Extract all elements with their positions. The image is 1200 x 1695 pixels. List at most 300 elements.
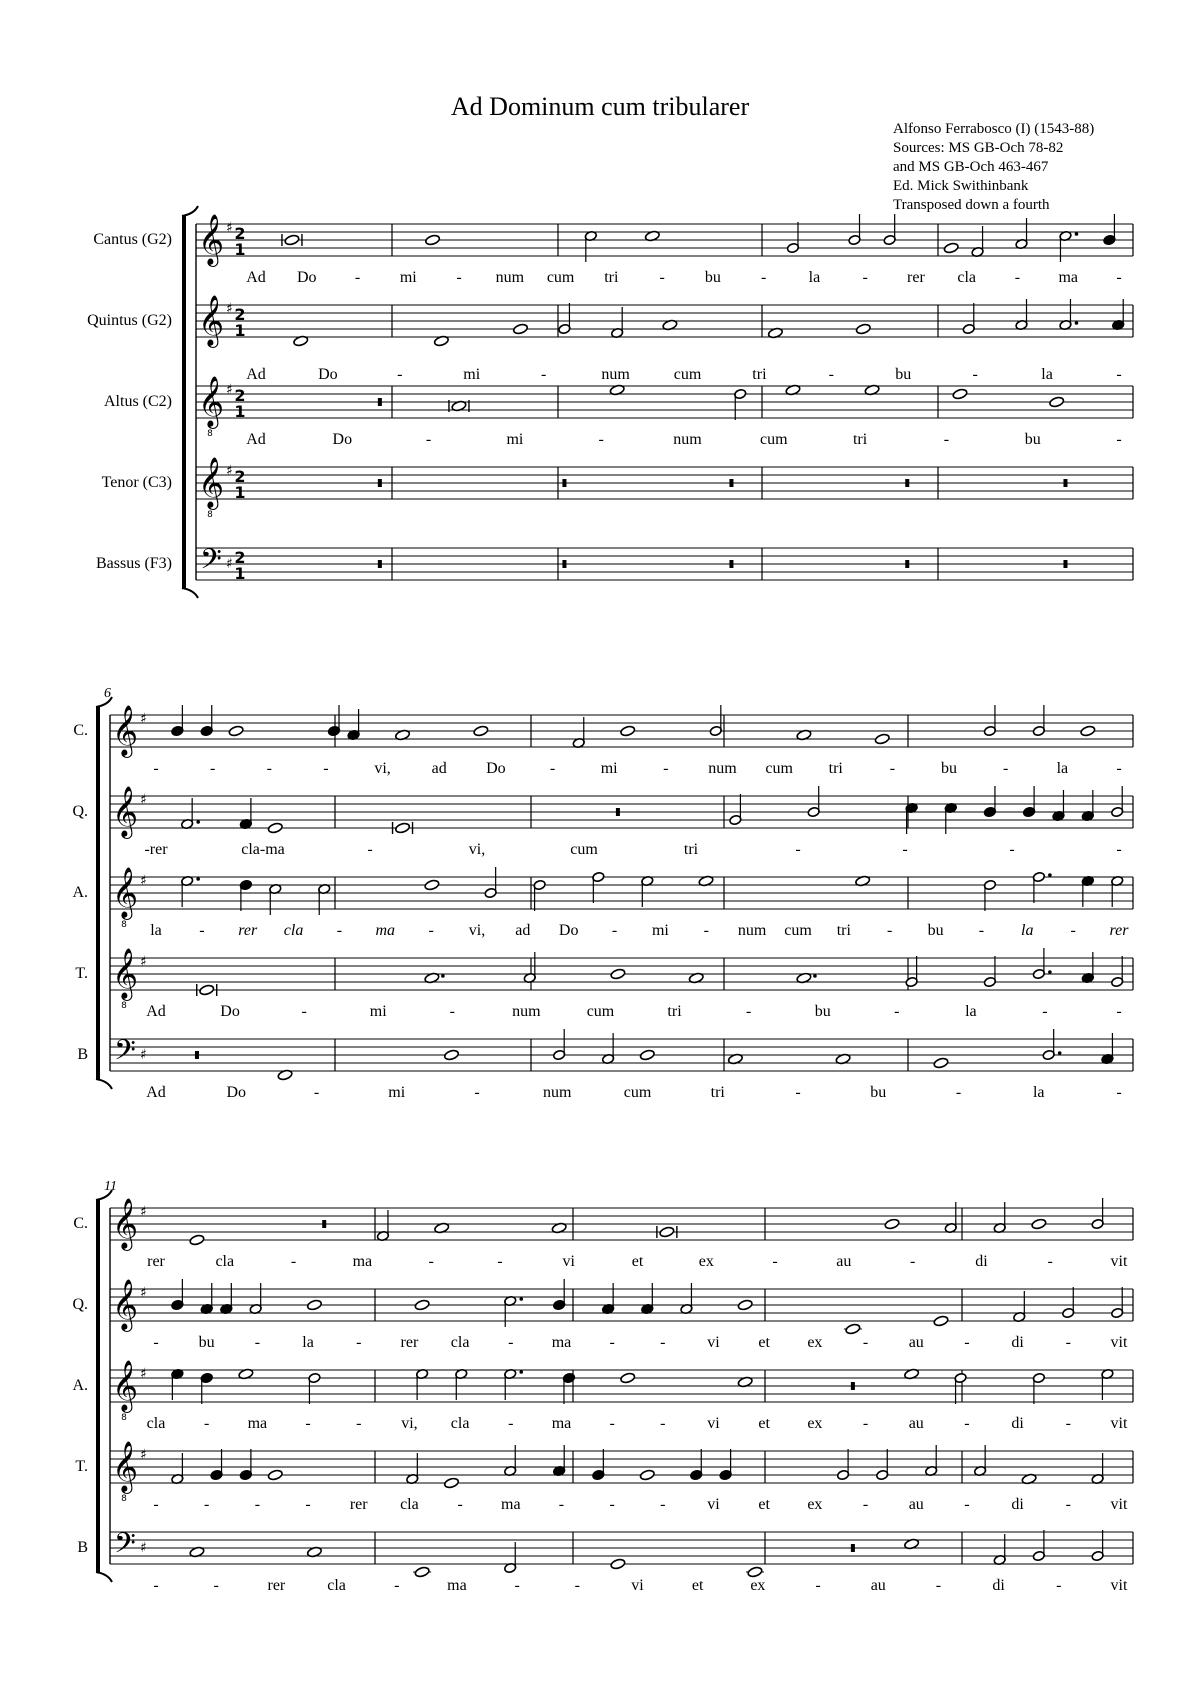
note-head xyxy=(659,1226,675,1238)
note-head xyxy=(414,1566,430,1578)
note-head xyxy=(444,1477,460,1489)
lyric-syllable: - xyxy=(323,760,329,777)
staff-4 xyxy=(102,457,1133,520)
lyric-syllable: - xyxy=(1042,1003,1048,1020)
dot xyxy=(1048,970,1052,974)
staff-label: Cantus (G2) xyxy=(93,231,172,248)
lyric-syllable: ma xyxy=(501,1496,521,1513)
note-head xyxy=(845,1323,861,1335)
lyric-syllable: - xyxy=(611,922,618,939)
lyric-syllable: - xyxy=(1003,760,1009,777)
lyric-syllable: - xyxy=(828,366,834,383)
lyric-syllable: num xyxy=(495,269,525,286)
lyric-syllable: cum xyxy=(760,431,788,448)
dot xyxy=(1075,232,1079,236)
lyric-syllable: au xyxy=(870,1577,886,1594)
note-head xyxy=(855,323,871,335)
time-sig-top: 2 xyxy=(234,548,246,567)
staff-3 xyxy=(72,1360,1133,1432)
lyric-syllable: - xyxy=(290,1253,297,1270)
staff-label: Tenor (C3) xyxy=(101,474,172,491)
lyric-syllable: ad xyxy=(515,922,531,939)
lyric-syllable: - xyxy=(428,922,434,939)
lyric-syllable: - xyxy=(772,1253,778,1270)
bass-clef-icon: 𝄢 xyxy=(114,1527,136,1567)
lyric-syllable: - xyxy=(497,1253,503,1270)
piece-title: Ad Dominum cum tribularer xyxy=(450,92,750,121)
lyric-syllable: - xyxy=(659,269,665,286)
lyric-syllable: - xyxy=(598,431,604,448)
lyric-syllable: mi xyxy=(388,1084,406,1101)
staff-4 xyxy=(75,1441,1133,1513)
lyric-syllable: et xyxy=(758,1496,770,1513)
lyric-syllable: -rer xyxy=(144,841,168,858)
lyric-syllable: - xyxy=(541,366,547,383)
lyric-syllable: ma xyxy=(551,1415,572,1432)
note-head xyxy=(444,1049,460,1061)
lyric-syllable: - xyxy=(1116,760,1122,777)
lyric-syllable: rer xyxy=(267,1577,286,1594)
lyric-syllable: bu xyxy=(198,1334,215,1351)
note-head xyxy=(189,1234,205,1246)
note-head xyxy=(267,1469,283,1481)
dot xyxy=(519,1370,523,1374)
lyric-syllable: au xyxy=(908,1415,924,1432)
lyric-syllable: mi xyxy=(651,922,669,939)
note-head xyxy=(884,1218,900,1230)
credit-transposition: Transposed down a fourth xyxy=(893,197,1050,213)
note-head xyxy=(395,822,411,834)
time-sig-bottom: 1 xyxy=(234,402,246,421)
note-head xyxy=(737,1299,753,1311)
lyric-syllable: - xyxy=(213,1577,219,1594)
lyric-syllable: di xyxy=(1011,1415,1024,1432)
dot xyxy=(196,877,200,881)
lyric-syllable: - xyxy=(254,1334,261,1351)
lyric-syllable: rer xyxy=(147,1253,165,1270)
octave-eight-icon: 8 xyxy=(121,1494,127,1504)
staff-4 xyxy=(75,948,1133,1020)
dot xyxy=(1075,321,1079,325)
lyric-syllable: vit xyxy=(1110,1577,1128,1594)
octave-eight-icon: 8 xyxy=(207,429,213,439)
staff-3 xyxy=(72,867,1133,939)
lyric-syllable: vit xyxy=(1110,1253,1128,1270)
lyric-syllable: Do xyxy=(318,366,338,383)
dot xyxy=(441,974,445,978)
lyric-syllable: - xyxy=(153,760,159,777)
lyric-syllable: et xyxy=(758,1415,770,1432)
staff-1 xyxy=(93,214,1133,286)
lyric-syllable: ma xyxy=(1058,269,1079,286)
bracket-bottom-hook xyxy=(96,1572,112,1582)
lyric-syllable: di xyxy=(975,1253,988,1270)
lyric-syllable: - xyxy=(301,1003,307,1020)
rest-icon xyxy=(1063,479,1067,487)
rest-icon xyxy=(905,560,909,568)
lyric-syllable: - xyxy=(862,1496,869,1513)
dot xyxy=(519,1297,523,1301)
dot xyxy=(196,820,200,824)
lyric-syllable: - xyxy=(909,1253,916,1270)
rest-icon xyxy=(851,1382,855,1390)
lyric-syllable: - xyxy=(204,1496,210,1513)
lyric-syllable: tri xyxy=(667,1003,682,1020)
note-head xyxy=(267,822,283,834)
lyric-syllable: au xyxy=(836,1253,852,1270)
lyric-syllable: tri xyxy=(710,1084,725,1101)
lyric-syllable: - xyxy=(254,1496,261,1513)
lyric-syllable: - xyxy=(943,431,950,448)
lyric-syllable: ma xyxy=(551,1334,572,1351)
lyric-syllable: la xyxy=(1021,922,1034,939)
time-sig-bottom: 1 xyxy=(234,240,246,259)
lyric-syllable: rer xyxy=(907,269,925,286)
octave-eight-icon: 8 xyxy=(121,1413,127,1423)
rest-icon xyxy=(378,479,382,487)
measure-number: 11 xyxy=(104,1179,117,1194)
lyric-syllable: - xyxy=(745,1003,752,1020)
note-head xyxy=(284,234,300,246)
rest-icon xyxy=(616,808,620,816)
lyric-syllable: Ad xyxy=(146,1003,166,1020)
lyric-syllable: - xyxy=(1116,431,1122,448)
lyric-syllable: au xyxy=(908,1334,924,1351)
lyric-syllable: cla xyxy=(450,1334,470,1351)
lyric-syllable: - xyxy=(862,269,868,286)
credit-sources-2: and MS GB-Och 463-467 xyxy=(893,159,1049,175)
lyric-syllable: au xyxy=(908,1496,924,1513)
lyric-syllable: bu xyxy=(704,269,721,286)
sharp-key-icon: ♯ xyxy=(140,1047,147,1063)
note-head xyxy=(639,1049,655,1061)
lyric-syllable: vi, xyxy=(374,760,391,777)
lyric-syllable: - xyxy=(558,1496,565,1513)
time-sig-top: 2 xyxy=(234,467,246,486)
rest-icon xyxy=(729,479,733,487)
note-head xyxy=(620,725,636,737)
time-sig-bottom: 1 xyxy=(234,564,246,583)
lyric-syllable: la xyxy=(302,1334,314,1351)
lyric-syllable: - xyxy=(1065,1496,1071,1513)
lyric-syllable: et xyxy=(631,1253,644,1270)
credit-composer: Alfonso Ferrabosco (I) (1543-88) xyxy=(893,121,1095,137)
lyric-syllable: Do xyxy=(332,431,353,448)
lyric-syllable: bu xyxy=(814,1003,831,1020)
lyric-syllable: vi xyxy=(707,1334,720,1351)
lyric-syllable: vit xyxy=(1110,1415,1128,1432)
treble-clef-icon: 𝄞 xyxy=(198,214,225,265)
lyric-syllable: rer xyxy=(349,1496,368,1513)
lyric-syllable: ex xyxy=(750,1577,766,1594)
lyric-syllable: bu xyxy=(1024,431,1041,448)
lyric-syllable: cla xyxy=(327,1577,346,1594)
treble-clef-icon: 𝄞 xyxy=(112,1198,139,1249)
lyric-syllable: ex xyxy=(807,1496,823,1513)
staff-label: Q. xyxy=(72,1296,88,1313)
dot xyxy=(1048,873,1052,877)
lyric-syllable: - xyxy=(305,1415,311,1432)
lyric-syllable: - xyxy=(1009,841,1015,858)
treble-clef-icon: 𝄞 xyxy=(112,786,139,837)
staff-label: Quintus (G2) xyxy=(87,312,172,329)
lyric-syllable: mi xyxy=(369,1003,387,1020)
lyric-syllable: - xyxy=(795,841,801,858)
lyric-syllable: - xyxy=(367,841,373,858)
lyric-syllable: di xyxy=(992,1577,1005,1594)
lyric-syllable: num xyxy=(708,760,737,777)
system-3 xyxy=(72,1179,1133,1594)
lyric-syllable: num xyxy=(737,922,767,939)
lyric-syllable: - xyxy=(1116,366,1122,383)
lyric-syllable: rer xyxy=(1109,922,1129,939)
sharp-key-icon: ♯ xyxy=(226,463,233,479)
note-head xyxy=(228,725,244,737)
rest-icon xyxy=(562,479,566,487)
lyric-syllable: - xyxy=(508,1415,514,1432)
staff-label: Altus (C2) xyxy=(104,393,172,410)
lyric-syllable: - xyxy=(1047,1253,1053,1270)
rest-icon xyxy=(905,479,909,487)
lyric-syllable: - xyxy=(1014,269,1021,286)
lyric-syllable: ad xyxy=(431,760,447,777)
lyric-syllable: - xyxy=(204,1415,210,1432)
lyric-syllable: vi, xyxy=(468,922,486,939)
lyric-syllable: - xyxy=(425,431,432,448)
lyric-syllable: - xyxy=(397,366,403,383)
lyric-syllable: - xyxy=(1065,1415,1071,1432)
lyric-syllable: mi xyxy=(463,366,481,383)
staff-label: C. xyxy=(73,1215,88,1232)
lyric-syllable: - xyxy=(508,1334,514,1351)
lyric-syllable: - xyxy=(199,922,205,939)
staff-2 xyxy=(72,1279,1133,1351)
lyric-syllable: - xyxy=(889,760,896,777)
lyric-syllable: cum xyxy=(586,1003,615,1020)
lyric-syllable: mi xyxy=(399,269,417,286)
lyric-syllable: ma xyxy=(247,1415,268,1432)
treble-clef-icon: 𝄞 xyxy=(112,1441,139,1492)
lyric-syllable: la xyxy=(1041,366,1053,383)
treble-clef-icon: 𝄞 xyxy=(112,1360,139,1411)
lyric-syllable: - xyxy=(815,1577,821,1594)
lyric-syllable: - xyxy=(964,1334,970,1351)
treble-clef-icon: 𝄞 xyxy=(198,295,225,346)
lyric-syllable: - xyxy=(1116,1084,1122,1101)
lyric-syllable: tri xyxy=(828,760,843,777)
bracket-top-hook xyxy=(182,206,198,216)
lyric-syllable: rer xyxy=(238,922,258,939)
lyric-syllable: num xyxy=(543,1084,572,1101)
lyric-syllable: - xyxy=(609,1496,615,1513)
lyric-syllable: - xyxy=(660,1496,666,1513)
lyric-syllable: - xyxy=(862,1334,869,1351)
rest-icon xyxy=(195,1051,199,1059)
lyric-syllable: - xyxy=(964,1496,970,1513)
staff-label: C. xyxy=(73,722,88,739)
staff-label: T. xyxy=(75,1458,88,1475)
lyric-syllable: bu xyxy=(870,1084,887,1101)
note-head xyxy=(1049,396,1065,408)
rest-icon xyxy=(851,1544,855,1552)
lyric-syllable: mi xyxy=(600,760,618,777)
lyric-syllable: - xyxy=(862,1415,869,1432)
lyric-syllable: la xyxy=(150,922,162,939)
lyric-syllable: vi, xyxy=(468,841,486,858)
lyric-syllable: ma xyxy=(352,1253,373,1270)
sharp-key-icon: ♯ xyxy=(140,954,147,970)
lyric-syllable: Do xyxy=(296,269,317,286)
lyric-syllable: cla xyxy=(283,922,304,939)
lyric-syllable: cla xyxy=(450,1415,470,1432)
lyric-syllable: - xyxy=(935,1577,942,1594)
lyric-syllable: - xyxy=(902,841,908,858)
treble-clef-icon: 𝄞 xyxy=(112,1279,139,1330)
treble-clef-icon: 𝄞 xyxy=(112,948,139,999)
lyric-syllable: - xyxy=(428,1253,434,1270)
lyric-syllable: la xyxy=(1032,1084,1045,1101)
treble-clef-icon: 𝄞 xyxy=(112,867,139,918)
lyric-syllable: - xyxy=(394,1577,400,1594)
lyric-syllable: - xyxy=(1056,1577,1062,1594)
lyric-syllable: vi xyxy=(562,1253,575,1270)
note-head xyxy=(473,725,489,737)
lyric-syllable: num xyxy=(601,366,630,383)
lyric-syllable: cum xyxy=(623,1084,652,1101)
staff-3 xyxy=(104,376,1133,448)
lyric-syllable: - xyxy=(1116,841,1122,858)
lyric-syllable: la xyxy=(808,269,821,286)
staff-5 xyxy=(77,1527,1133,1594)
lyric-syllable: - xyxy=(266,760,272,777)
lyric-syllable: vi xyxy=(631,1577,644,1594)
lyric-syllable: - xyxy=(978,922,985,939)
lyric-syllable: - xyxy=(972,366,978,383)
rest-icon xyxy=(378,560,382,568)
credit-sources: Sources: MS GB-Och 78-82 xyxy=(893,140,1064,156)
staff-5 xyxy=(77,1029,1133,1101)
lyric-syllable: - xyxy=(660,1415,666,1432)
lyric-syllable: - xyxy=(955,1084,962,1101)
lyric-syllable: Do xyxy=(226,1084,247,1101)
lyric-syllable: vit xyxy=(1110,1334,1128,1351)
rest-icon xyxy=(1063,560,1067,568)
lyric-syllable: Do xyxy=(220,1003,240,1020)
lyric-syllable: ex xyxy=(807,1415,823,1432)
lyric-syllable: la xyxy=(965,1003,977,1020)
sharp-key-icon: ♯ xyxy=(140,1366,147,1382)
lyric-syllable: - xyxy=(457,1496,463,1513)
staff-1 xyxy=(73,705,1133,777)
lyric-syllable: - xyxy=(449,1003,455,1020)
lyric-syllable: et xyxy=(758,1334,770,1351)
sharp-key-icon: ♯ xyxy=(140,1447,147,1463)
lyric-syllable: num xyxy=(673,431,702,448)
note-head xyxy=(639,1469,655,1481)
dot xyxy=(813,974,817,978)
lyric-syllable: - xyxy=(1116,1003,1122,1020)
staff-2 xyxy=(87,295,1133,383)
sharp-key-icon: ♯ xyxy=(140,873,147,889)
lyric-syllable: vi xyxy=(707,1496,720,1513)
note-head xyxy=(425,234,441,246)
lyric-syllable: Ad xyxy=(246,366,266,383)
staff-label: A. xyxy=(72,884,88,901)
rest-icon xyxy=(378,398,382,406)
lyric-syllable: - xyxy=(760,269,767,286)
note-head xyxy=(414,1299,430,1311)
note-head xyxy=(620,1372,636,1384)
lyric-syllable: - xyxy=(153,1496,159,1513)
time-sig-bottom: 1 xyxy=(234,321,246,340)
lyric-syllable: tri xyxy=(604,269,619,286)
dot xyxy=(1058,1051,1062,1055)
note-head xyxy=(933,1057,949,1069)
sharp-key-icon: ♯ xyxy=(226,556,233,572)
lyric-syllable: ex xyxy=(807,1334,823,1351)
bass-clef-icon: 𝄢 xyxy=(200,543,222,583)
note-head xyxy=(943,242,959,254)
lyric-syllable: - xyxy=(354,269,361,286)
lyric-syllable: cum xyxy=(784,922,812,939)
lyric-syllable: ex xyxy=(698,1253,714,1270)
staff-label: A. xyxy=(72,1377,88,1394)
lyric-syllable: - xyxy=(336,922,343,939)
lyric-syllable: vit xyxy=(1110,1496,1128,1513)
lyric-syllable: vi xyxy=(707,1415,720,1432)
lyric-syllable: rer xyxy=(400,1334,419,1351)
lyric-syllable: Do xyxy=(558,922,579,939)
lyric-syllable: mi xyxy=(506,431,524,448)
note-head xyxy=(424,879,440,891)
lyric-syllable: Ad xyxy=(246,269,266,286)
lyric-syllable: ma xyxy=(375,922,396,939)
rest-icon xyxy=(729,560,733,568)
lyric-syllable: - xyxy=(894,1003,900,1020)
lyric-syllable: - xyxy=(887,922,893,939)
lyric-syllable: cum xyxy=(546,269,575,286)
lyric-syllable: - xyxy=(153,1577,159,1594)
lyric-syllable: cla-ma xyxy=(241,841,285,858)
credit-editor: Ed. Mick Swithinbank xyxy=(893,178,1029,194)
lyric-syllable: la xyxy=(1056,760,1069,777)
lyric-syllable: - xyxy=(514,1577,520,1594)
lyric-syllable: tri xyxy=(852,431,868,448)
lyric-syllable: di xyxy=(1011,1496,1024,1513)
system-1 xyxy=(87,206,1133,598)
sharp-key-icon: ♯ xyxy=(226,301,233,317)
treble-clef-icon: 𝄞 xyxy=(112,705,139,756)
staff-2 xyxy=(72,786,1133,858)
lyric-syllable: Ad xyxy=(146,1084,166,1101)
note-head xyxy=(1080,725,1096,737)
lyric-syllable: di xyxy=(1011,1334,1024,1351)
lyric-syllable: - xyxy=(663,760,669,777)
time-sig-top: 2 xyxy=(234,386,246,405)
bracket-bottom-hook xyxy=(182,588,198,598)
lyric-syllable: tri xyxy=(683,841,699,858)
lyric-syllable: num xyxy=(512,1003,541,1020)
lyric-syllable: cla xyxy=(146,1415,166,1432)
lyric-syllable: - xyxy=(574,1577,580,1594)
treble-clef-icon: 𝄞 xyxy=(198,376,225,427)
rest-icon xyxy=(562,560,566,568)
lyric-syllable: - xyxy=(660,1334,666,1351)
lyric-syllable: bu xyxy=(941,760,958,777)
lyric-syllable: - xyxy=(964,1415,970,1432)
lyric-syllable: et xyxy=(691,1577,704,1594)
lyric-syllable: ma xyxy=(447,1577,467,1594)
